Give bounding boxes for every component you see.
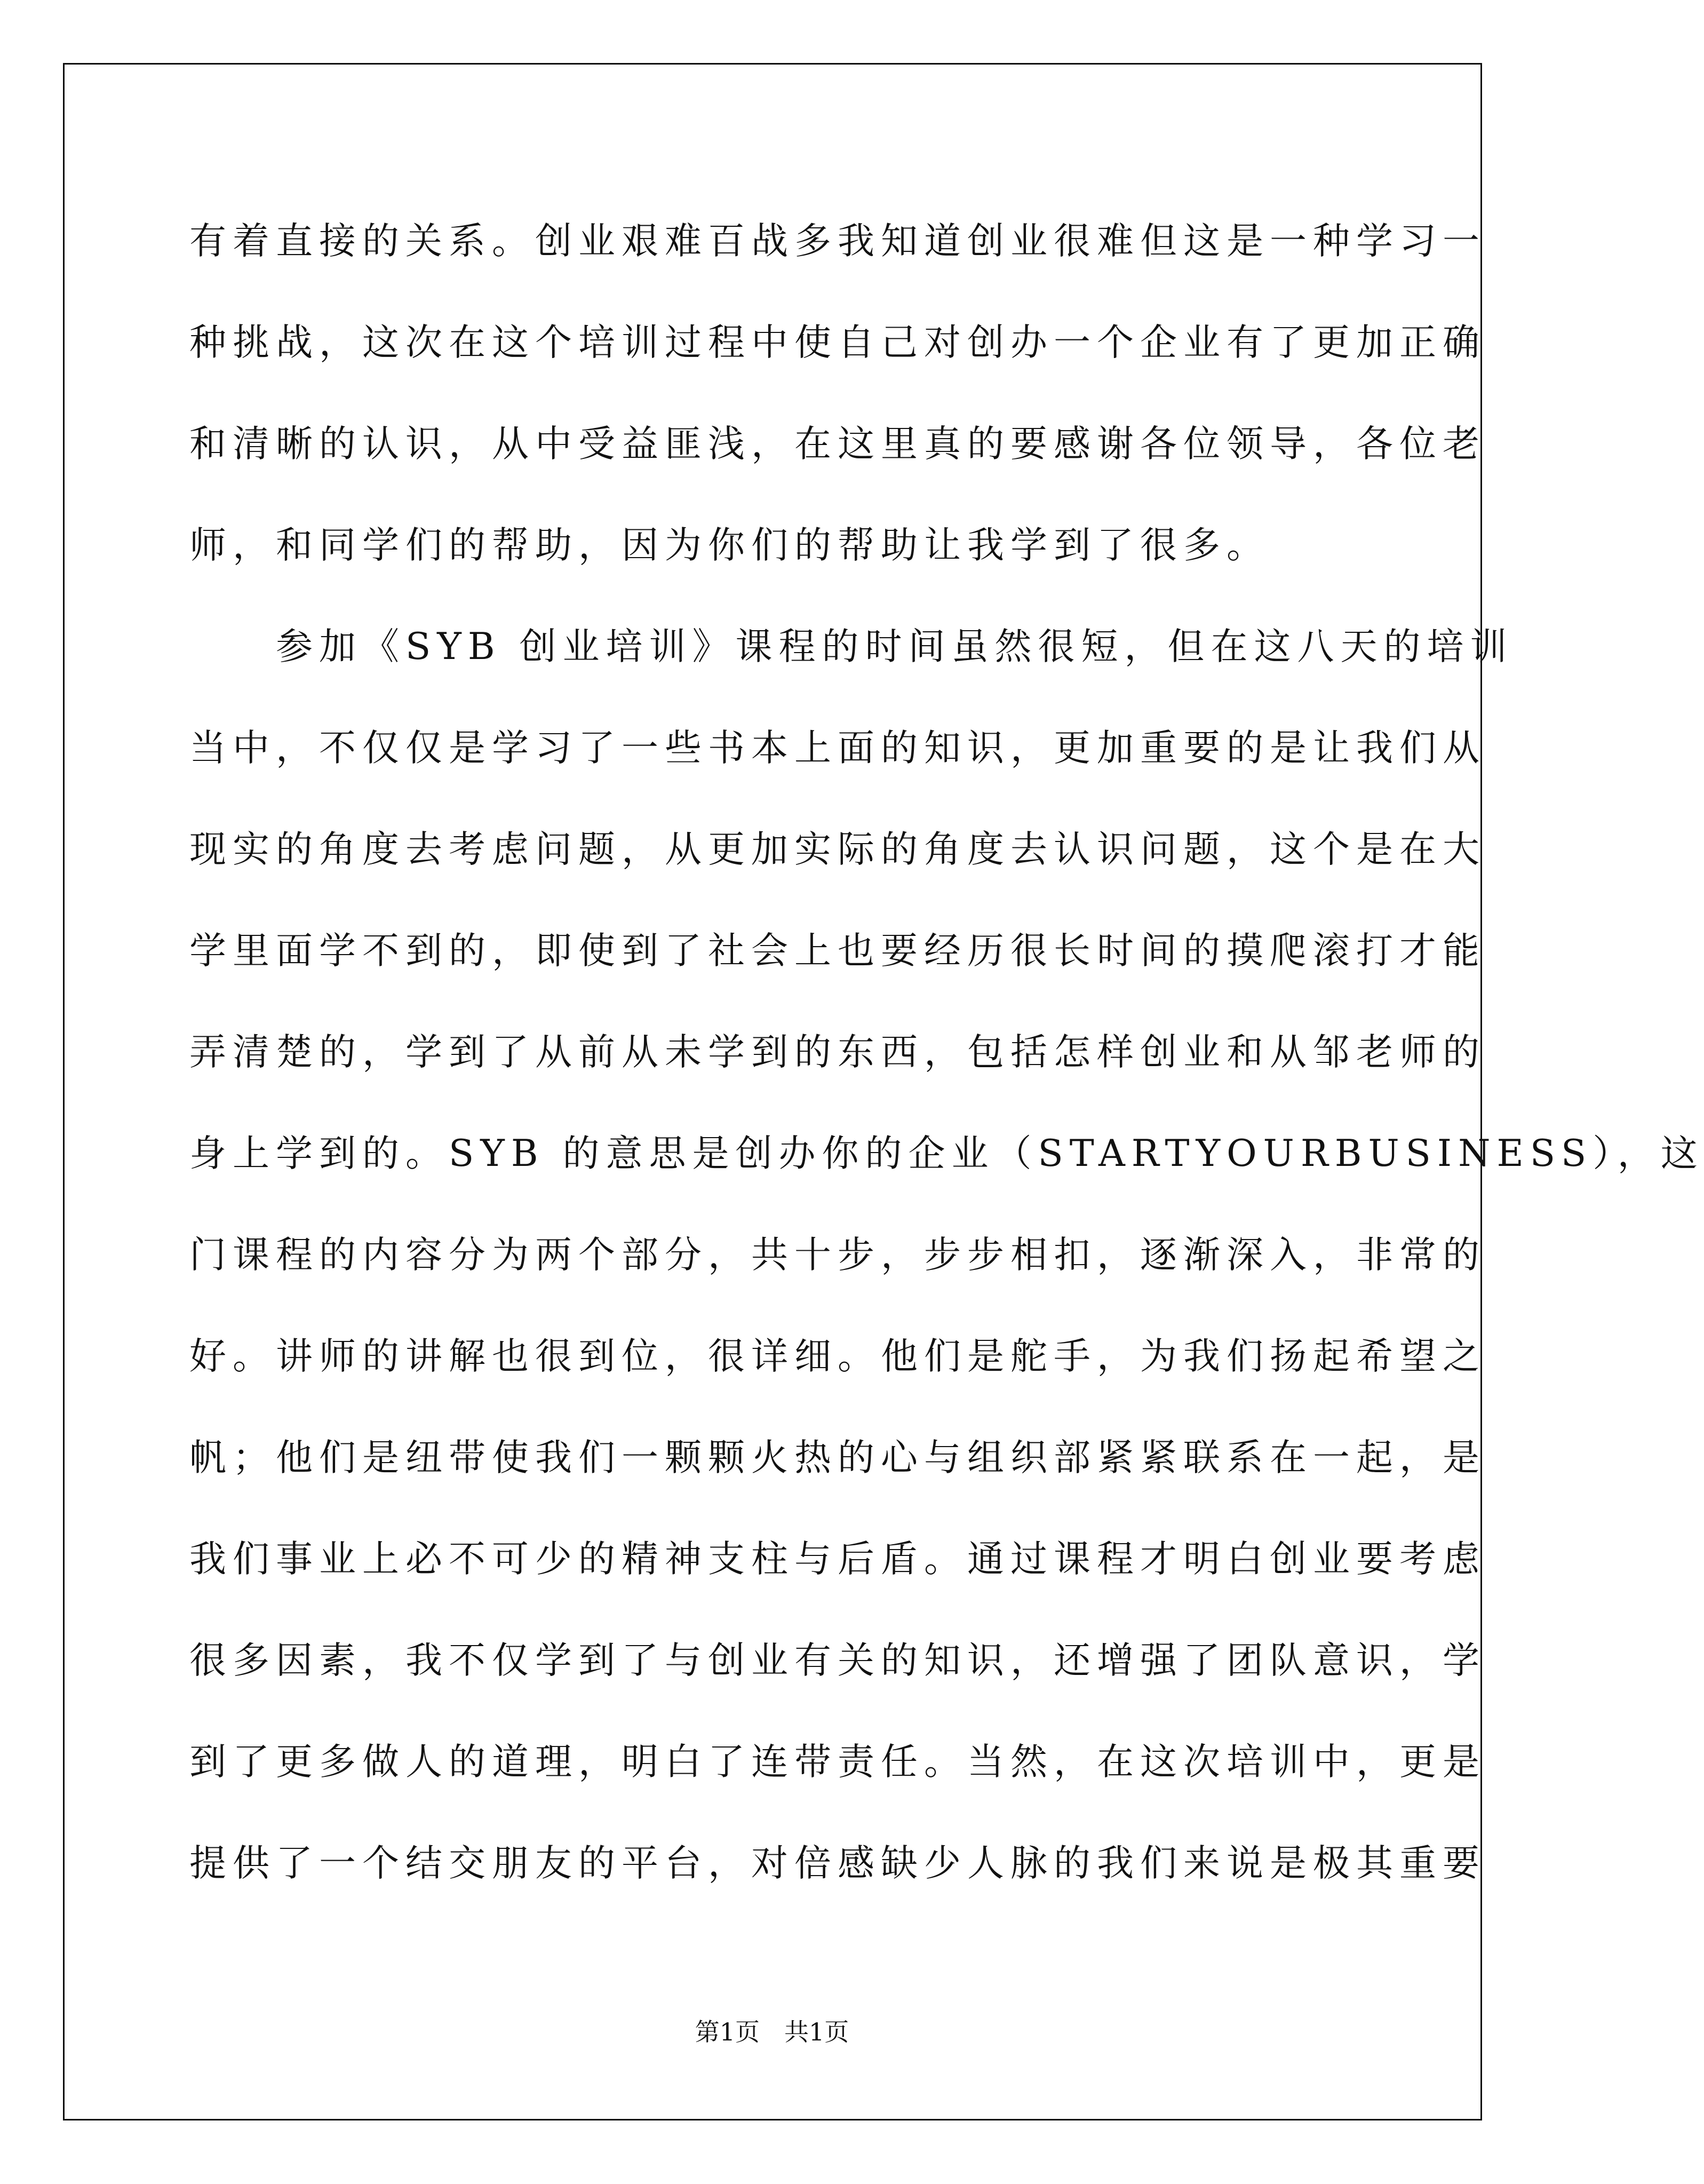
text-line: 现实的角度去考虑问题，从更加实际的角度去认识问题，这个是在大 [189,828,1486,871]
text-line: 很多因素，我不仅学到了与创业有关的知识，还增强了团队意识，学 [189,1639,1486,1682]
text-line: 提供了一个结交朋友的平台，对倍感缺少人脉的我们来说是极其重要 [189,1842,1486,1885]
text-line: 有着直接的关系。创业艰难百战多我知道创业很难但这是一种学习一 [189,220,1486,263]
text-line: 种挑战，这次在这个培训过程中使自己对创办一个企业有了更加正确 [189,321,1486,364]
text-line: 帆；他们是纽带使我们一颗颗火热的心与组织部紧紧联系在一起，是 [189,1436,1486,1479]
text-line: 师，和同学们的帮助，因为你们的帮助让我学到了很多。 [189,524,1270,567]
text-line: 和清晰的认识，从中受益匪浅，在这里真的要感谢各位领导，各位老 [189,423,1486,465]
text-line: 学里面学不到的，即使到了社会上也要经历很长时间的摸爬滚打才能 [189,930,1486,972]
page-number-footer: 第1页 共1页 [695,2018,849,2046]
text-line: 参加《SYB 创业培训》课程的时间虽然很短，但在这八天的培训 [189,625,1514,668]
body-text [189,190,1704,1914]
text-line: 好。讲师的讲解也很到位，很详细。他们是舵手，为我们扬起希望之 [189,1335,1486,1378]
text-line: 当中，不仅仅是学习了一些书本上面的知识，更加重要的是让我们从 [189,727,1486,769]
text-line: 到了更多做人的道理，明白了连带责任。当然，在这次培训中，更是 [189,1741,1486,1783]
text-line: 弄清楚的，学到了从前从未学到的东西，包括怎样创业和从邹老师的 [189,1031,1486,1074]
text-line: 身上学到的。SYB 的意思是创办你的企业（STARTYOURBUSINESS），这 [189,1132,1704,1175]
text-line: 我们事业上必不可少的精神支柱与后盾。通过课程才明白创业要考虑 [189,1538,1486,1581]
text-line: 门课程的内容分为两个部分，共十步，步步相扣，逐渐深入，非常的 [189,1234,1486,1276]
